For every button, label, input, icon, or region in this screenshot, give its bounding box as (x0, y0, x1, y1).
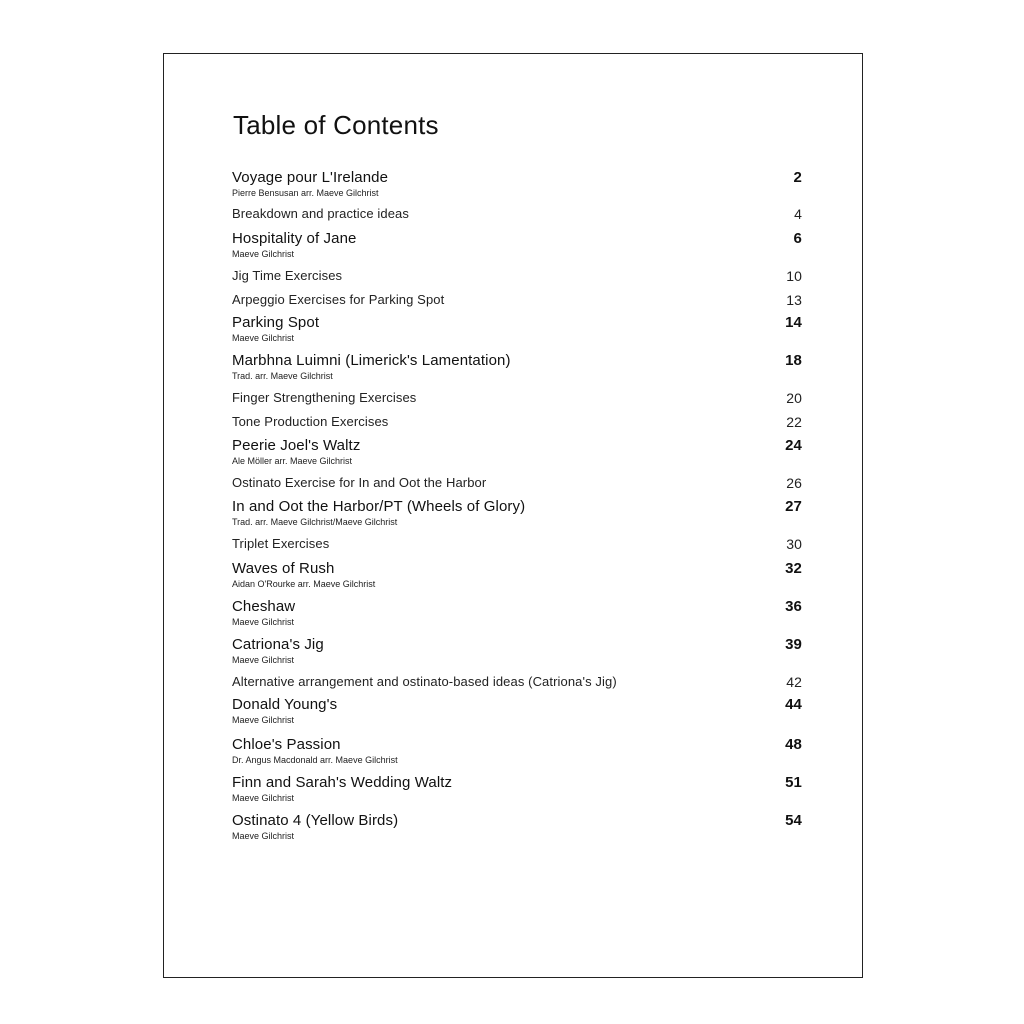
toc-entry-credit: Dr. Angus Macdonald arr. Maeve Gilchrist (232, 755, 398, 765)
toc-entry-page-number: 20 (786, 390, 802, 406)
toc-entry-title: Arpeggio Exercises for Parking Spot (232, 292, 445, 307)
toc-entry-title: Cheshaw (232, 598, 296, 615)
toc-entry-page-number: 10 (786, 268, 802, 284)
toc-entry-title: Triplet Exercises (232, 536, 330, 551)
toc-entry-title: Ostinato 4 (Yellow Birds) (232, 812, 399, 829)
toc-entry-page-number: 4 (794, 206, 802, 222)
toc-entry-credit: Maeve Gilchrist (232, 655, 295, 665)
toc-entry-title: In and Oot the Harbor/PT (Wheels of Glory) (232, 498, 526, 515)
document-page (163, 53, 863, 978)
toc-entry-page-number: 26 (786, 475, 802, 491)
toc-entry-title: Donald Young's (232, 696, 338, 713)
toc-entry-page-number: 6 (793, 230, 802, 247)
toc-entry-title: Peerie Joel's Waltz (232, 437, 361, 454)
toc-entry-title: Finn and Sarah's Wedding Waltz (232, 774, 453, 791)
toc-entry-page-number: 54 (785, 812, 802, 829)
toc-entry-page-number: 22 (786, 414, 802, 430)
toc-entry-title: Chloe's Passion (232, 736, 341, 753)
toc-entry-title: Alternative arrangement and ostinato-based ideas (Catriona's Jig) (232, 674, 617, 689)
toc-entry-page-number: 30 (786, 536, 802, 552)
toc-entry-credit: Trad. arr. Maeve Gilchrist/Maeve Gilchrist (232, 517, 398, 527)
toc-entry-title: Marbhna Luimni (Limerick's Lamentation) (232, 352, 511, 369)
toc-entry-page-number: 51 (785, 774, 802, 791)
toc-entry-credit: Maeve Gilchrist (232, 831, 295, 841)
toc-entry-page-number: 2 (793, 169, 802, 186)
toc-entry-page-number: 48 (785, 736, 802, 753)
toc-entry-page-number: 36 (785, 598, 802, 615)
toc-entry-page-number: 42 (786, 674, 802, 690)
toc-entry-page-number: 27 (785, 498, 802, 515)
toc-entry-credit: Maeve Gilchrist (232, 793, 295, 803)
toc-entry-title: Finger Strengthening Exercises (232, 390, 417, 405)
toc-entry-page-number: 32 (785, 560, 802, 577)
toc-entry-credit: Trad. arr. Maeve Gilchrist (232, 371, 333, 381)
toc-entry-credit: Ale Möller arr. Maeve Gilchrist (232, 456, 353, 466)
toc-entry-title: Tone Production Exercises (232, 414, 389, 429)
toc-entry-page-number: 14 (785, 314, 802, 331)
page-title: Table of Contents (233, 110, 439, 140)
toc-entry-page-number: 24 (785, 437, 802, 454)
toc-entry-credit: Aidan O'Rourke arr. Maeve Gilchrist (232, 579, 376, 589)
toc-entry-page-number: 18 (785, 352, 802, 369)
toc-entry-credit: Pierre Bensusan arr. Maeve Gilchrist (232, 188, 379, 198)
toc-entry-page-number: 13 (786, 292, 802, 308)
toc-entry-title: Voyage pour L'Irelande (232, 169, 389, 186)
toc-entry-title: Breakdown and practice ideas (232, 206, 409, 221)
toc-entry-title: Waves of Rush (232, 560, 335, 577)
toc-entry-page-number: 39 (785, 636, 802, 653)
toc-entry-page-number: 44 (785, 696, 802, 713)
toc-entry-title: Jig Time Exercises (232, 268, 343, 283)
toc-entry-credit: Maeve Gilchrist (232, 715, 295, 725)
toc-entry-title: Ostinato Exercise for In and Oot the Harbor (232, 475, 487, 490)
toc-entry-credit: Maeve Gilchrist (232, 617, 295, 627)
toc-entry-title: Parking Spot (232, 314, 320, 331)
toc-entry-credit: Maeve Gilchrist (232, 333, 295, 343)
toc-entry-credit: Maeve Gilchrist (232, 249, 295, 259)
toc-entry-title: Catriona's Jig (232, 636, 324, 653)
toc-entry-title: Hospitality of Jane (232, 230, 357, 247)
